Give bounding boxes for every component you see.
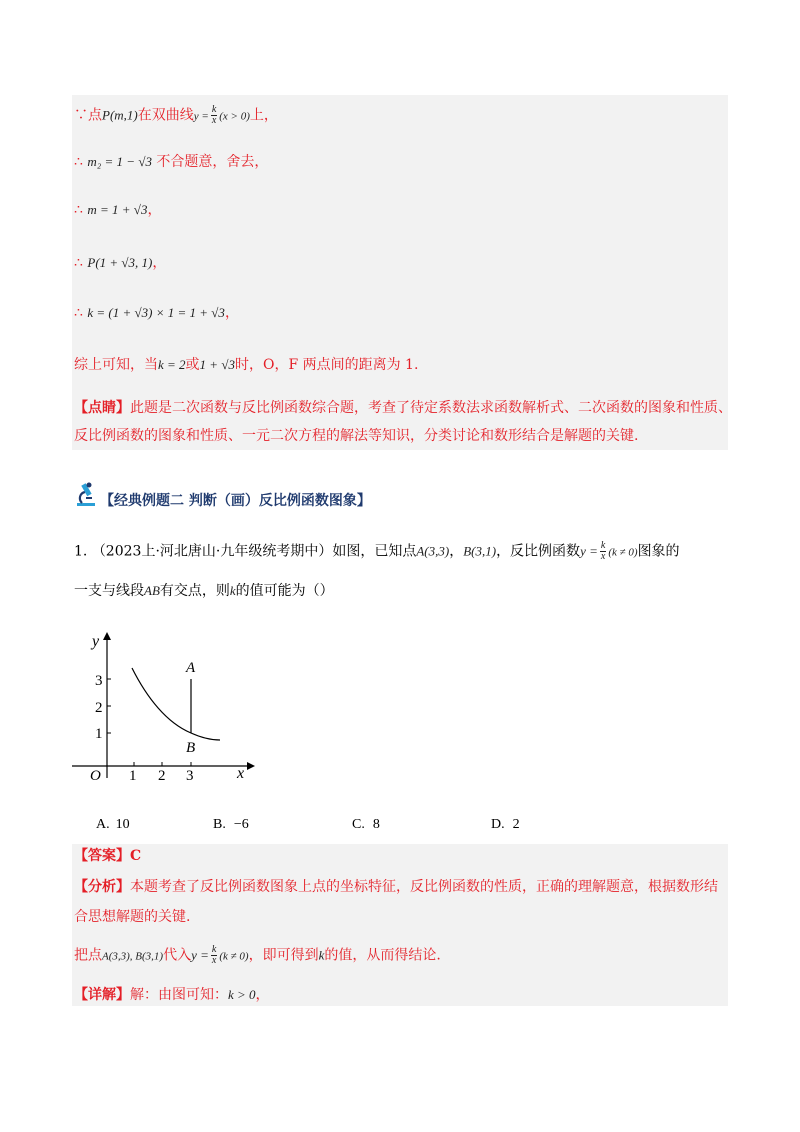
- solution-line-4: ∴ P(1 + √3, 1)，: [74, 255, 167, 271]
- comment-line-1: 【点睛】此题是二次函数与反比例函数综合题，考查了待定系数法求函数解析式、二次函数的图象和性质、: [74, 400, 732, 416]
- microscope-icon: [74, 481, 98, 507]
- solution-line-5: ∴ k = (1 + √3) × 1 = 1 + √3，: [74, 305, 239, 321]
- question-line-1: 1. （2023上·河北唐山·九年级统考期中）如图，已知点A(3,3)，B(3,1)，反比例函数y = $\frac{k}{x}$ (k ≠ 0)图象的: [74, 540, 680, 562]
- x-tick-label: 3: [186, 768, 194, 783]
- y-axis-label: y: [92, 633, 100, 650]
- point-a-label: A: [186, 660, 196, 676]
- answer-line: [74, 846, 141, 866]
- answer-value: C: [130, 848, 142, 864]
- solution-line-2: ∴ m₂ = 1 − √3 不合题意，舍去，: [74, 154, 269, 170]
- fraction: $\frac{k}{x}$: [600, 540, 606, 562]
- solution-conclusion: 综上可知，当k = 2或1 + √3时，O，F 两点间的距离为 1.: [74, 357, 419, 373]
- x-tick-label: 1: [129, 768, 137, 783]
- x-axis-arrow: [247, 762, 255, 770]
- y-tick-label: 1: [95, 726, 103, 742]
- section-title: 【经典例题二 判断（画）反比例函数图象】: [100, 493, 371, 509]
- question-line-2: 一支与线段AB有交点，则k的值可能为（）: [74, 583, 334, 599]
- hyperbola-curve: [132, 668, 220, 740]
- y-tick-label: 3: [95, 673, 103, 689]
- analysis-line-3: 把点A(3,3), B(3,1)代入y = $\frac{k}{x}$ (k ≠ 0)，即可得到k的值，从而得结论.: [74, 944, 441, 966]
- detail-tag: 【详解】: [74, 987, 130, 1003]
- y-tick-label: 2: [95, 700, 103, 716]
- x-tick-label: 2: [158, 768, 166, 783]
- point-b-label: B: [186, 740, 196, 756]
- answer-tag: 【答案】: [74, 848, 130, 864]
- option-c[interactable]: C. 8: [352, 817, 380, 832]
- solution-block-top: [72, 95, 728, 450]
- solution-line-1: ∵点P(m,1)在双曲线y = $\frac{k}{x}$ (x > 0)上，: [74, 104, 278, 126]
- option-b[interactable]: B. −6: [213, 817, 249, 832]
- analysis-line-1: 【分析】本题考查了反比例函数图象上点的坐标特征，反比例函数的性质，正确的理解题意，根据数形结: [74, 879, 718, 895]
- x-axis-label: x: [237, 765, 245, 782]
- analysis-line-2: 合思想解题的关键.: [74, 909, 191, 925]
- function-graph-figure: [72, 628, 262, 783]
- fraction: $\frac{k}{x}$: [211, 944, 217, 966]
- origin-label: O: [90, 768, 101, 783]
- solution-line-3: ∴ m = 1 + √3，: [74, 202, 162, 218]
- option-d[interactable]: D. 2: [491, 817, 520, 832]
- y-axis-arrow: [103, 632, 111, 640]
- detail-line: 【详解】解：由图可知：k > 0，: [74, 987, 270, 1003]
- fraction: $\frac{k}{x}$: [211, 104, 217, 126]
- comment-tag: 【点睛】: [74, 400, 130, 416]
- option-a[interactable]: A. 10: [96, 817, 130, 832]
- comment-line-2: 反比例函数的图象和性质、一元二次方程的解法等知识，分类讨论和数形结合是解题的关键.: [74, 428, 639, 444]
- analysis-tag: 【分析】: [74, 879, 130, 895]
- point-p-expr: P(m,1): [102, 107, 138, 123]
